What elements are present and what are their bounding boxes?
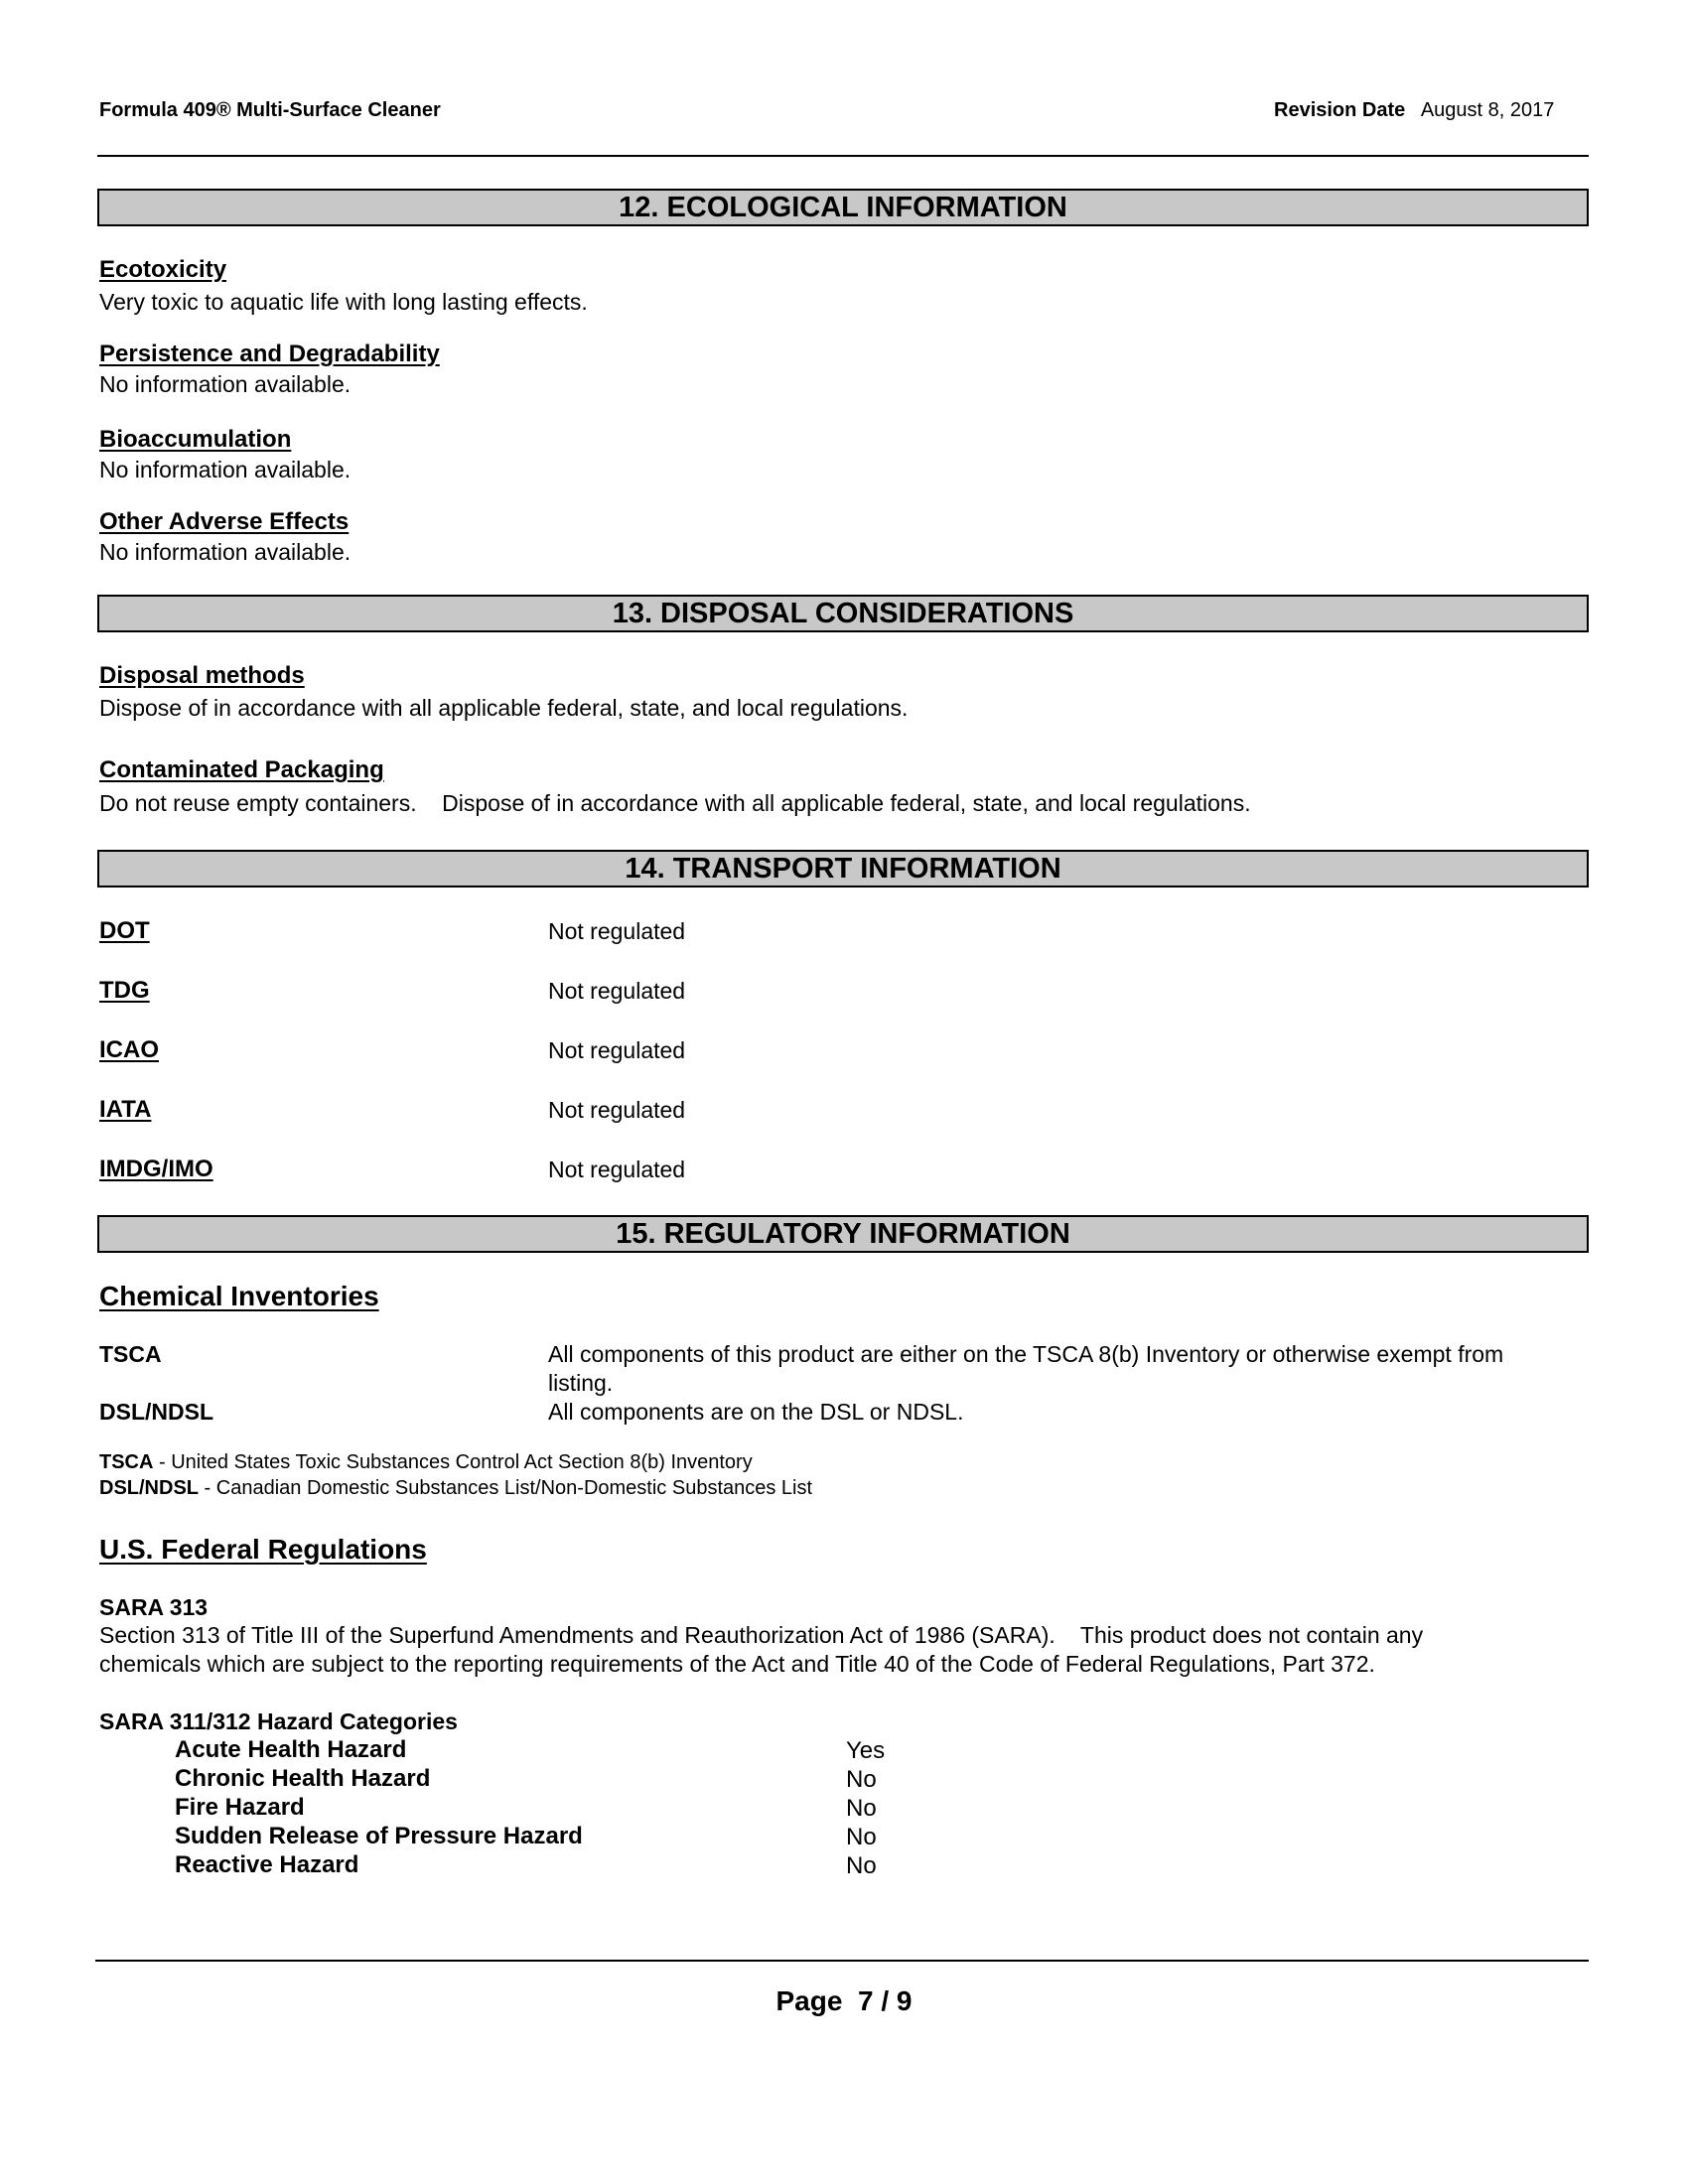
transport-value-icao: Not regulated — [548, 1037, 686, 1063]
sara-313-text-line2: chemicals which are subject to the reporting requirements of the Act and Title 40 of the Code of Federal Regulations, Part 372. — [99, 1651, 1375, 1677]
sara-311-label: SARA 311/312 Hazard Categories — [99, 1708, 458, 1734]
hazard-value-acute: Yes — [846, 1737, 886, 1764]
hazard-value-pressure: No — [846, 1824, 877, 1850]
note-tsca — [99, 1451, 753, 1474]
page-number: 7 / 9 — [858, 1985, 913, 2016]
sara-313-text-line1: Section 313 of Title III of the Superfund Amendments and Reauthorization Act of 1986 (SARA). This product does not contain any — [99, 1622, 1424, 1648]
persistence-label: Persistence and Degradability — [99, 341, 440, 367]
contaminated-packaging-text: Do not reuse empty containers. Dispose of in accordance with all applicable federal, state, and local regulations. — [99, 790, 1251, 816]
bioaccumulation-label: Bioaccumulation — [99, 426, 292, 453]
transport-value-iata: Not regulated — [548, 1097, 686, 1123]
revision-info — [1274, 99, 1554, 122]
ecotoxicity-text: Very toxic to aquatic life with long lasting effects. — [99, 289, 588, 315]
hazard-name-pressure: Sudden Release of Pressure Hazard — [175, 1823, 583, 1849]
hazard-value-chronic: No — [846, 1766, 877, 1793]
sara-313-label: SARA 313 — [99, 1594, 209, 1620]
other-adverse-effects-label: Other Adverse Effects — [99, 508, 350, 535]
persistence-text: No information available. — [99, 371, 352, 397]
hazard-value-reactive: No — [846, 1852, 877, 1879]
transport-label-dot: DOT — [99, 917, 150, 944]
federal-regulations-heading: U.S. Federal Regulations — [99, 1534, 427, 1565]
inventory-text-tsca-line1: All components of this product are either on the TSCA 8(b) Inventory or otherwise exempt from — [548, 1341, 1504, 1367]
contaminated-packaging-label: Contaminated Packaging — [99, 756, 384, 783]
footer-rule — [95, 1960, 1589, 1962]
note-dsl — [99, 1477, 812, 1500]
transport-value-imdg: Not regulated — [548, 1157, 686, 1182]
disposal-methods-text: Dispose of in accordance with all applicable federal, state, and local regulations. — [99, 695, 909, 721]
transport-label-iata: IATA — [99, 1096, 152, 1123]
header-rule — [97, 155, 1589, 157]
section-12-title: 12. ECOLOGICAL INFORMATION — [97, 189, 1589, 226]
inventory-label-tsca: TSCA — [99, 1341, 162, 1367]
transport-value-dot: Not regulated — [548, 918, 686, 944]
revision-date: August 8, 2017 — [1420, 99, 1555, 121]
inventory-label-dsl: DSL/NDSL — [99, 1399, 213, 1425]
section-14-title: 14. TRANSPORT INFORMATION — [97, 850, 1589, 887]
disposal-methods-label: Disposal methods — [99, 662, 305, 689]
hazard-name-fire: Fire Hazard — [175, 1794, 305, 1821]
page-indicator — [0, 1985, 1688, 2017]
hazard-name-acute: Acute Health Hazard — [175, 1736, 407, 1763]
other-adverse-effects-text: No information available. — [99, 539, 352, 565]
transport-value-tdg: Not regulated — [548, 978, 686, 1004]
bioaccumulation-text: No information available. — [99, 457, 352, 482]
note-tsca-abbr: TSCA — [99, 1451, 154, 1473]
hazard-name-reactive: Reactive Hazard — [175, 1851, 359, 1878]
revision-label: Revision Date — [1274, 99, 1406, 121]
page-label: Page — [775, 1985, 843, 2016]
section-15-title: 15. REGULATORY INFORMATION — [97, 1215, 1589, 1253]
transport-label-tdg: TDG — [99, 977, 150, 1004]
chemical-inventories-heading: Chemical Inventories — [99, 1281, 379, 1311]
section-13-title: 13. DISPOSAL CONSIDERATIONS — [97, 595, 1589, 632]
inventory-text-tsca-line2: listing. — [548, 1370, 614, 1396]
hazard-name-chronic: Chronic Health Hazard — [175, 1765, 431, 1792]
note-dsl-abbr: DSL/NDSL — [99, 1477, 199, 1499]
note-tsca-text: - United States Toxic Substances Control Act Section 8(b) Inventory — [153, 1451, 753, 1473]
inventory-text-dsl: All components are on the DSL or NDSL. — [548, 1399, 964, 1425]
ecotoxicity-label: Ecotoxicity — [99, 256, 227, 283]
transport-label-icao: ICAO — [99, 1036, 159, 1063]
note-dsl-text: - Canadian Domestic Substances List/Non-Domestic Substances List — [199, 1477, 813, 1499]
transport-label-imdg: IMDG/IMO — [99, 1156, 213, 1182]
hazard-value-fire: No — [846, 1795, 877, 1822]
product-name: Formula 409® Multi-Surface Cleaner — [99, 99, 441, 121]
